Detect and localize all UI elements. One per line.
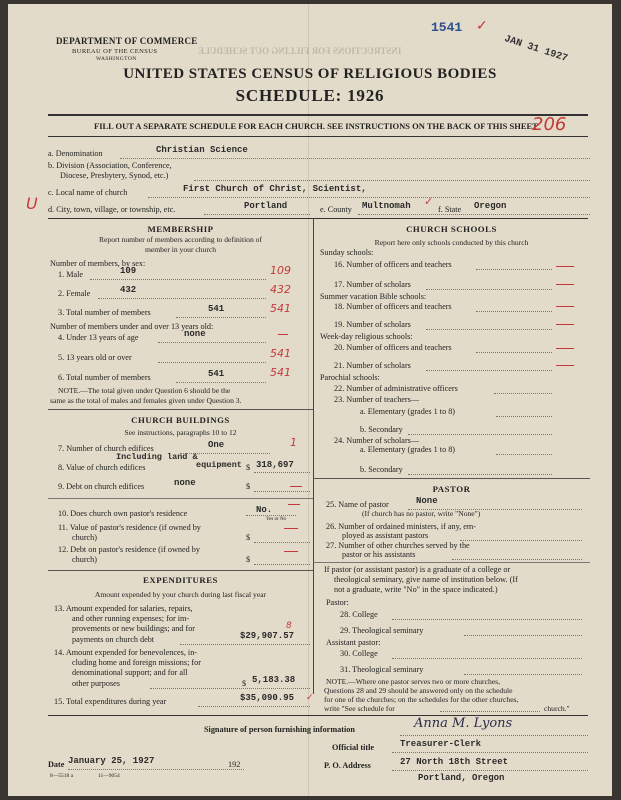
weekday-scholars-label: 21. Number of scholars — [334, 361, 411, 370]
pastor-name-label: 25. Name of pastor — [326, 500, 389, 509]
official-title-value: Treasurer-Clerk — [400, 739, 482, 749]
other-churches-label-line2: pastor or his assistants — [342, 550, 416, 559]
po-address-line2: Portland, Oregon — [418, 773, 505, 783]
schedule-number-stamp: 1541 — [431, 20, 463, 35]
pastor-seminary-label: 29. Theological seminary — [340, 626, 424, 635]
state-value: Oregon — [474, 201, 507, 211]
membership-note-line2: same as the total of males and females given under Question 3. — [50, 396, 242, 405]
sunday-scholars-label: 17. Number of scholars — [334, 280, 411, 289]
scholars-secondary-label: b. Secondary — [360, 465, 403, 474]
admin-officers-label: 22. Number of administrative officers — [334, 384, 458, 393]
edifice-debt-label: 9. Debt on church edifices — [58, 482, 145, 491]
buildings-heading: CHURCH BUILDINGS — [131, 415, 230, 425]
running-expenses-red-mark: 8 — [286, 621, 292, 631]
expenditures-heading: EXPENDITURES — [143, 575, 218, 585]
running-expenses-label: 13. Amount expended for salaries, repairs, — [54, 604, 193, 613]
check-mark: ✓ — [476, 19, 488, 34]
scholars-elementary-label: a. Elementary (grades 1 to 8) — [360, 445, 456, 454]
form-title: UNITED STATES CENSUS OF RELIGIOUS BODIES — [123, 66, 497, 82]
benevolences-label-line4: other purposes — [72, 679, 120, 688]
date-year-suffix: 192 — [228, 760, 241, 769]
edifice-value-qualifier: equipment — [196, 460, 242, 470]
pastor-note-line3: for one of the churches; on the schedules for the other churches, — [324, 695, 519, 704]
state-label: f. State — [438, 205, 462, 214]
owns-residence-label: 10. Does church own pastor's residence — [58, 509, 188, 518]
male-red-figure: 109 — [270, 264, 291, 277]
teachers-label: 23. Number of teachers— — [334, 395, 420, 404]
residence-value-dollar: $ — [246, 533, 251, 542]
ordained-ministers-label-line2: ployed as assistant pastors — [342, 531, 429, 540]
signature-value: Anna M. Lyons — [414, 716, 513, 731]
over-13-label: 5. 13 years old or over — [58, 353, 132, 362]
ordained-ministers-label: 26. Number of ordained ministers, if any, em- — [326, 522, 476, 531]
under-over-label: Number of members under and over 13 years old: — [50, 322, 214, 331]
total-members-value: 541 — [208, 304, 225, 314]
pastor-name-note: (If church has no pastor, write "None") — [362, 509, 481, 518]
edifice-value: 318,697 — [256, 460, 294, 470]
date-label: Date — [48, 760, 65, 769]
official-title-label: Official title — [332, 743, 375, 752]
instruction-bar: FILL OUT A SEPARATE SCHEDULE FOR EACH CHURCH. SEE INSTRUCTIONS ON THE BACK OF THIS SHEET — [94, 121, 538, 131]
under-13-value: none — [184, 329, 206, 339]
denomination-label: a. Denomination — [48, 149, 103, 158]
residence-debt-label: 12. Debt on pastor's residence (if owned by — [58, 545, 200, 554]
membership-note: NOTE.—The total given under Question 6 should be the — [58, 386, 231, 395]
female-red-figure: 432 — [270, 283, 291, 296]
residence-debt-dollar: $ — [246, 555, 251, 564]
assistant-college-label: 30. College — [340, 649, 378, 658]
sunday-schools-label: Sunday schools: — [320, 248, 374, 257]
schedule-title: SCHEDULE: 1926 — [235, 86, 385, 105]
county-check-mark: ✓ — [424, 196, 434, 208]
male-value: 109 — [120, 266, 137, 276]
pastor-note-line4: write "See schedule for — [324, 704, 395, 713]
residence-debt-label-line2: church) — [72, 555, 98, 564]
edifice-debt-value: none — [174, 478, 196, 488]
female-label: 2. Female — [58, 289, 91, 298]
red-code-number: 206 — [532, 114, 567, 135]
running-expenses-label-line3: provements or new buildings; and for — [72, 624, 196, 633]
other-churches-label: 27. Number of other churches served by the — [326, 541, 470, 550]
running-expenses-label-line4: payments on church debt — [72, 635, 155, 644]
bureau-heading: BUREAU OF THE CENSUS — [72, 48, 158, 55]
value-qualifier-typed: Including land & — [116, 452, 198, 462]
edifices-red-figure: 1 — [290, 436, 297, 449]
city-heading: WASHINGTON — [96, 56, 137, 62]
graduate-instruction-line3: not a graduate, write "No" in the space indicated.) — [334, 585, 498, 594]
benevolences-label-line2: cluding home and foreign missions; for — [72, 658, 201, 667]
total-check-mark: ✓ — [306, 692, 314, 702]
pastor-note: NOTE.—Where one pastor serves two or more churches, — [326, 677, 500, 686]
total-members-6-value: 541 — [208, 369, 225, 379]
total-members-6-label: 6. Total number of members — [58, 373, 151, 382]
pastor-note-line5: church." — [544, 704, 570, 713]
division-label: b. Division (Association, Conference, — [48, 161, 172, 170]
membership-intro: Report number of members according to definition of — [98, 235, 262, 244]
edifice-value-dollar: $ — [246, 463, 251, 472]
total-expenditures-label: 15. Total expenditures during year — [54, 697, 167, 706]
graduate-instruction: If pastor (or assistant pastor) is a graduate of a college or — [324, 565, 511, 574]
female-value: 432 — [120, 285, 137, 295]
graduate-instruction-line2: theological seminary, give name of institution below. (If — [334, 575, 518, 584]
benevolences-value: 5,183.38 — [252, 675, 296, 685]
department-heading: DEPARTMENT OF COMMERCE — [56, 36, 198, 46]
running-expenses-value: $29,907.57 — [240, 631, 295, 641]
benevolences-label: 14. Amount expended for benevolences, in- — [54, 648, 198, 657]
yes-or-no-hint: Yes or No — [266, 517, 287, 522]
membership-heading: MEMBERSHIP — [147, 224, 214, 234]
pastor-note-line2: Questions 28 and 29 should be answered only on the schedule — [324, 686, 513, 695]
benevolences-label-line3: denominational support; and for all — [72, 668, 188, 677]
sunday-officers-label: 16. Number of officers and teachers — [334, 260, 452, 269]
received-date-stamp: JAN 31 1927 — [502, 34, 569, 65]
edifices-label: 7. Number of church edifices — [58, 444, 154, 453]
over-13-red-figure: 541 — [270, 347, 291, 360]
assistant-seminary-label: 31. Theological seminary — [340, 665, 424, 674]
date-value: January 25, 1927 — [68, 756, 155, 766]
pastor-heading: PASTOR — [432, 484, 471, 494]
pastor-college-label: 28. College — [340, 610, 378, 619]
owns-residence-value: No. — [256, 505, 273, 515]
form-number-2: 11—9054 — [98, 773, 120, 779]
total-members-red-figure: 541 — [270, 302, 291, 315]
county-value: Multnomah — [362, 201, 411, 211]
scholars-label: 24. Number of scholars— — [334, 436, 420, 445]
edifice-value-label: 8. Value of church edifices — [58, 463, 146, 472]
denomination-value: Christian Science — [156, 145, 248, 155]
weekday-officers-label: 20. Number of officers and teachers — [334, 343, 452, 352]
edifice-debt-dollar: $ — [246, 482, 251, 491]
benevolences-dollar: $ — [242, 679, 247, 688]
expenditures-intro: Amount expended by your church during last fiscal year — [94, 590, 267, 599]
members-by-sex-label: Number of members, by sex: — [50, 259, 146, 268]
membership-intro-line2: member in your church — [144, 245, 217, 254]
vacation-schools-label: Summer vacation Bible schools: — [320, 292, 427, 301]
buildings-subheading: See instructions, paragraphs 10 to 12 — [124, 428, 237, 437]
total-members-6-red-figure: 541 — [270, 366, 291, 379]
teachers-secondary-label: b. Secondary — [360, 425, 403, 434]
assistant-pastor-subheading: Assistant pastor: — [326, 638, 381, 647]
pastor-name-value: None — [416, 496, 438, 506]
local-name-label: c. Local name of church — [48, 188, 128, 197]
schools-heading: CHURCH SCHOOLS — [406, 224, 497, 234]
vacation-scholars-label: 19. Number of scholars — [334, 320, 411, 329]
residence-value-label: 11. Value of pastor's residence (if owned by — [58, 523, 201, 532]
residence-value-label-line2: church) — [72, 533, 98, 542]
division-label-line2: Diocese, Presbytery, Synod, etc.) — [60, 171, 169, 180]
county-label: e. County — [320, 205, 352, 214]
back-bleed-text: INSTRUCTIONS FOR FILLING OUT SCHEDULE — [198, 46, 402, 56]
male-label: 1. Male — [58, 270, 84, 279]
signature-label: Signature of person furnishing information — [204, 725, 355, 734]
po-address-line1: 27 North 18th Street — [400, 757, 509, 767]
census-schedule-sheet — [8, 4, 612, 796]
weekday-schools-label: Week-day religious schools: — [320, 332, 413, 341]
city-label: d. City, town, village, or township, etc. — [48, 205, 176, 214]
parochial-schools-label: Parochial schools: — [320, 373, 380, 382]
running-expenses-label-line2: and other running expenses; for im- — [72, 614, 190, 623]
po-address-label: P. O. Address — [324, 761, 371, 770]
margin-mark-u: U — [26, 194, 38, 213]
total-members-label: 3. Total number of members — [58, 308, 151, 317]
edifices-value: One — [208, 440, 225, 450]
form-number: 8—5518 a — [50, 773, 74, 779]
pastor-subheading: Pastor: — [326, 598, 349, 607]
under-13-label: 4. Under 13 years of age — [58, 333, 139, 342]
teachers-elementary-label: a. Elementary (grades 1 to 8) — [360, 407, 456, 416]
vacation-officers-label: 18. Number of officers and teachers — [334, 302, 452, 311]
city-value: Portland — [244, 201, 288, 211]
total-expenditures-value: $35,090.95 — [240, 693, 295, 703]
schools-intro: Report here only schools conducted by this church — [374, 238, 529, 247]
local-name-value: First Church of Christ, Scientist, — [183, 184, 367, 194]
